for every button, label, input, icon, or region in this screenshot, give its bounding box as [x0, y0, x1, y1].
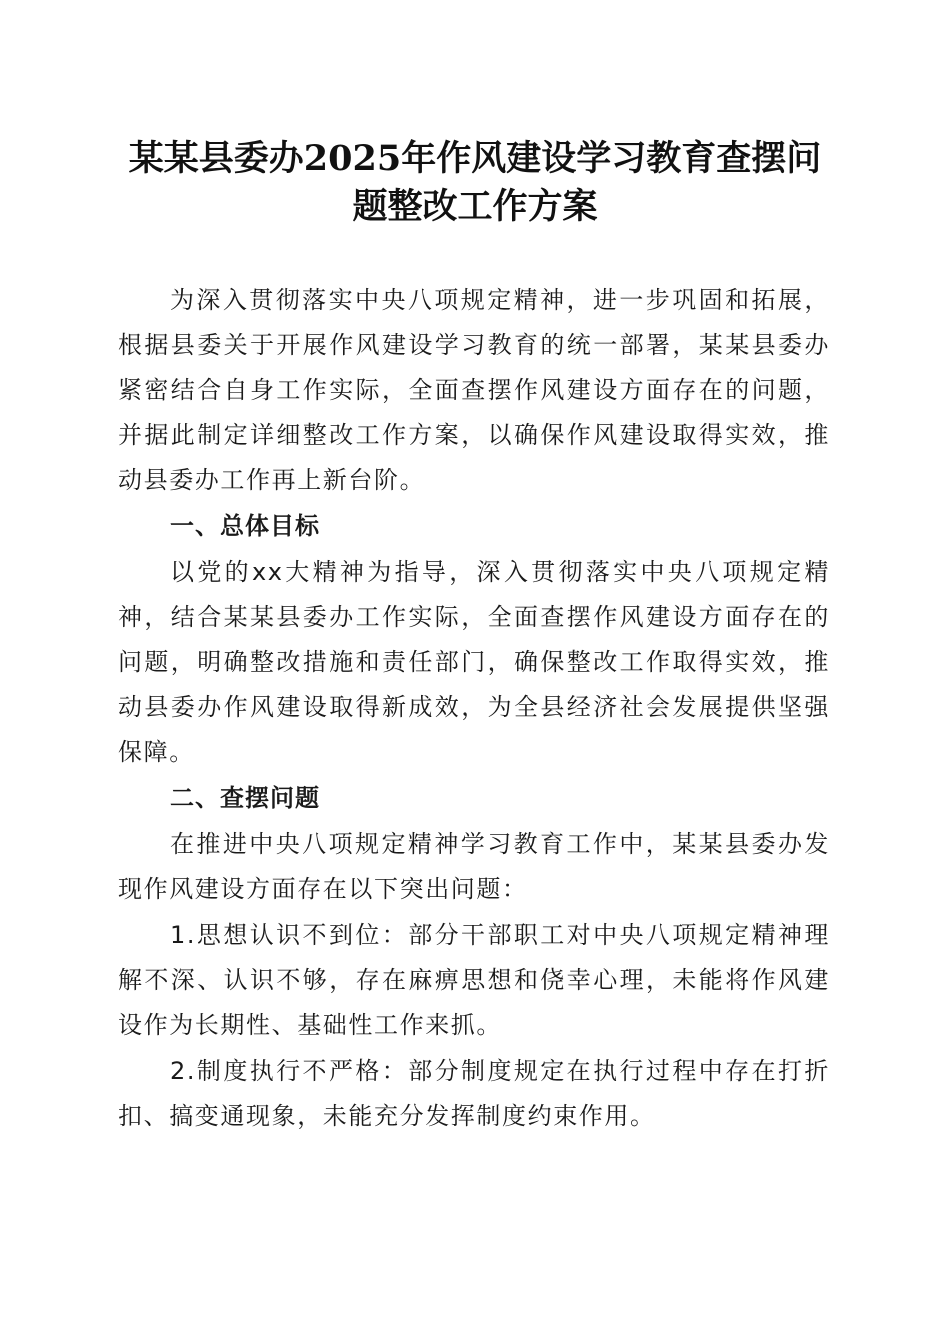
section-heading-goals: 一、总体目标	[170, 512, 320, 540]
goals-paragraph: 以党的xx大精神为指导，深入贯彻落实中央八项规定精神，结合某某县委办工作实际，全面查摆作风建设方面存在的问题，明确整改措施和责任部门，确保整改工作取得实效，推动县委办作风建设取得新成效，为全县经济社会发展提供坚强保障。	[118, 558, 830, 766]
document-body	[118, 278, 830, 1140]
problem-item-2: 2.制度执行不严格：部分制度规定在执行过程中存在打折扣、搞变通现象，未能充分发挥制度约束作用。	[118, 1057, 830, 1130]
document-title-line-2: 题整改工作方案	[352, 186, 598, 227]
problems-paragraph: 在推进中央八项规定精神学习教育工作中，某某县委办发现作风建设方面存在以下突出问题：	[118, 830, 830, 903]
document-title	[110, 135, 840, 231]
document-title-line-1: 某某县委办2025年作风建设学习教育查摆问	[128, 138, 822, 179]
section-heading-problems: 二、查摆问题	[170, 784, 320, 812]
problem-item-1: 1.思想认识不到位：部分干部职工对中央八项规定精神理解不深、认识不够，存在麻痹思想和侥幸心理，未能将作风建设作为长期性、基础性工作来抓。	[118, 921, 830, 1039]
intro-paragraph: 为深入贯彻落实中央八项规定精神，进一步巩固和拓展，根据县委关于开展作风建设学习教育的统一部署，某某县委办紧密结合自身工作实际，全面查摆作风建设方面存在的问题，并据此制定详细整改工作方案，以确保作风建设取得实效，推动县委办工作再上新台阶。	[118, 286, 830, 494]
